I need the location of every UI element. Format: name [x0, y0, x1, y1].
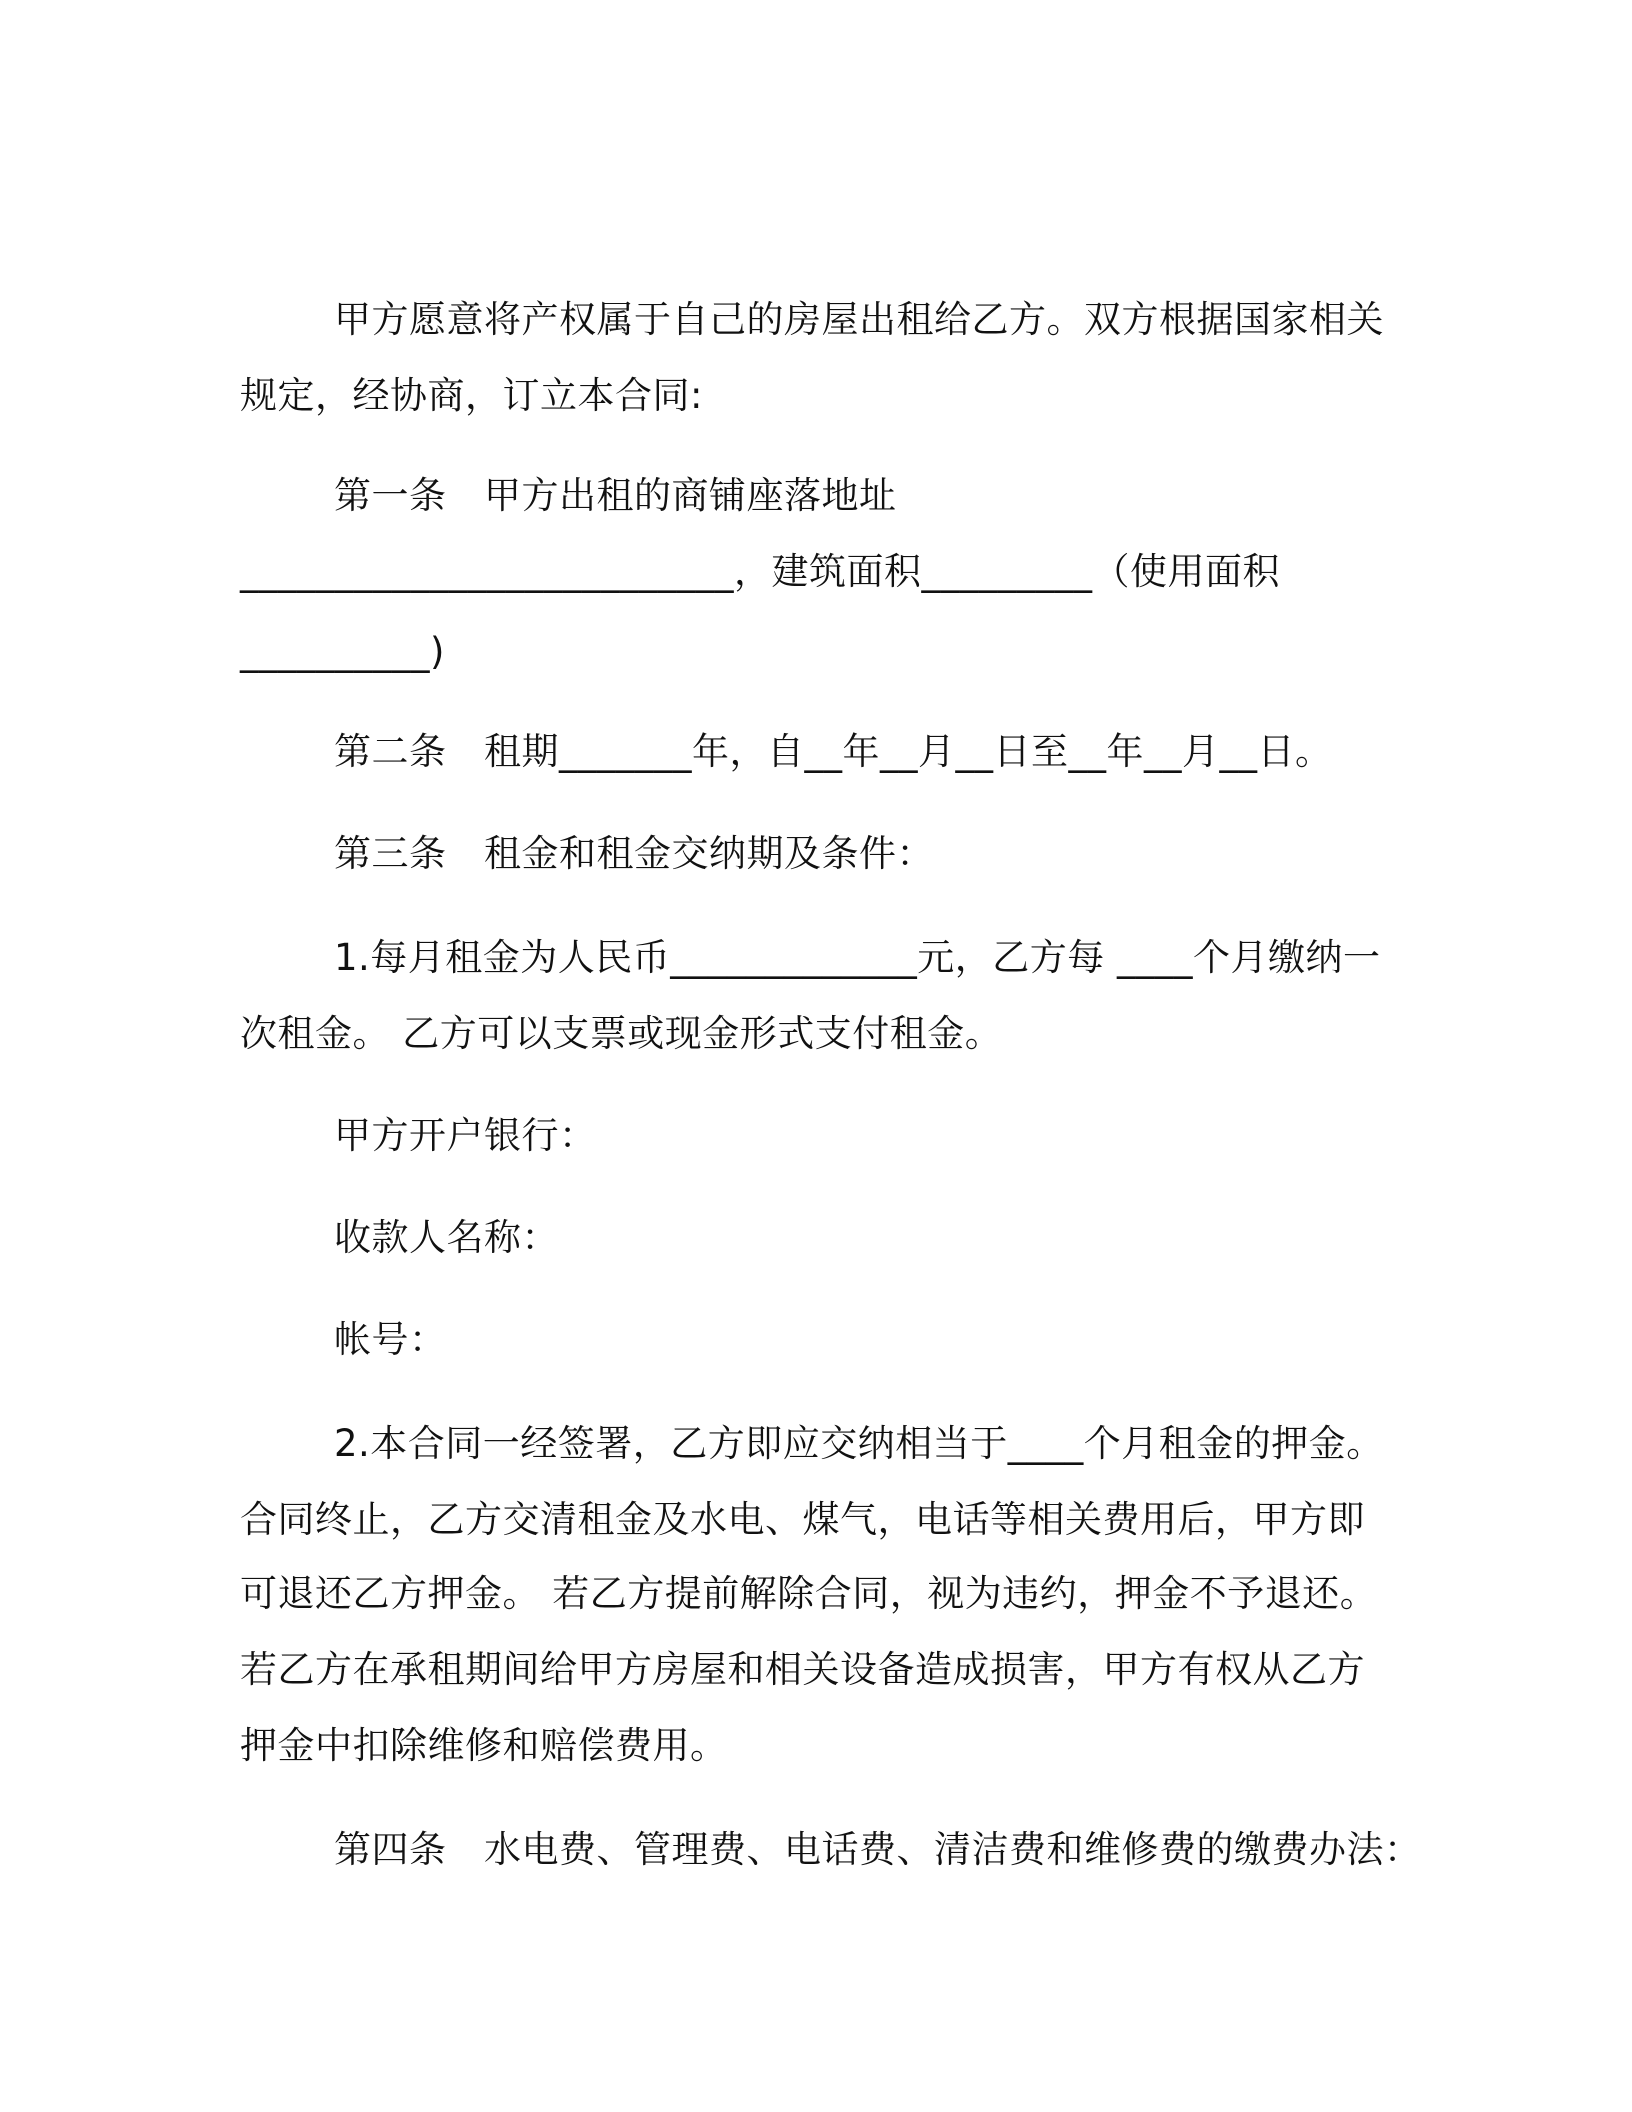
bank-label: 甲方开户银行：: [334, 1114, 597, 1157]
rent-clause-line-2: 次租金。 乙方可以支票或现金形式支付租金。: [240, 1012, 1003, 1055]
article-4-heading: 第四条 水电费、管理费、电话费、清洁费和维修费的缴费办法：: [334, 1828, 1422, 1871]
deposit-clause-line-2: 合同终止，乙方交清租金及水电、煤气，电话等相关费用后，甲方即: [240, 1498, 1365, 1541]
article-2-term: 第二条 租期_______年，自__年__月__日至__年__月__日。: [334, 730, 1333, 773]
deposit-clause-line-3: 可退还乙方押金。 若乙方提前解除合同，视为违约，押金不予退还。: [240, 1572, 1378, 1615]
deposit-clause-line-1: 2.本合同一经签署，乙方即应交纳相当于____个月租金的押金。: [334, 1422, 1384, 1465]
article-3-heading: 第三条 租金和租金交纳期及条件：: [334, 832, 934, 875]
intro-line-2: 规定，经协商，订立本合同:: [240, 374, 703, 417]
intro-line-1: 甲方愿意将产权属于自己的房屋出租给乙方。双方根据国家相关: [334, 298, 1384, 341]
payee-label: 收款人名称：: [334, 1216, 559, 1259]
deposit-clause-line-4: 若乙方在承租期间给甲方房屋和相关设备造成损害，甲方有权从乙方: [240, 1648, 1365, 1691]
article-1-area-line: __________): [240, 630, 445, 673]
account-label: 帐号：: [334, 1318, 447, 1361]
article-1-address-line: __________________________，建筑面积_________（使用面积: [240, 550, 1280, 593]
rent-clause-line-1: 1.每月租金为人民币_____________元，乙方每 ____个月缴纳一: [334, 936, 1381, 979]
deposit-clause-line-5: 押金中扣除维修和赔偿费用。: [240, 1724, 728, 1767]
article-1-heading: 第一条 甲方出租的商铺座落地址: [334, 474, 897, 517]
